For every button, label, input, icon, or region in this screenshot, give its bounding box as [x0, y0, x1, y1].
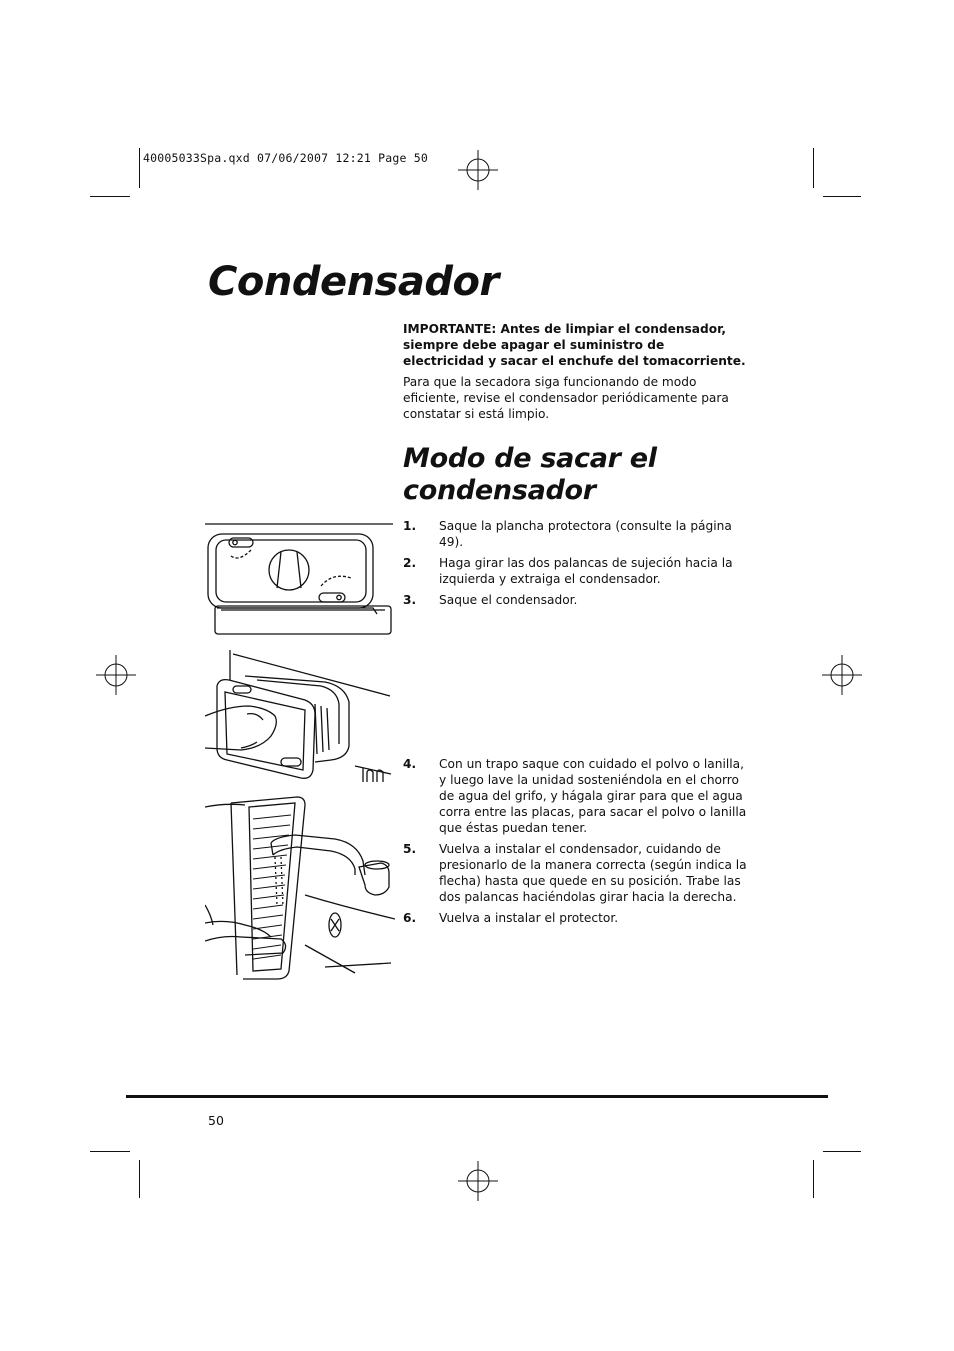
list-item	[403, 592, 748, 608]
step-text: Vuelva a instalar el protector.	[439, 911, 619, 925]
registration-mark-icon	[96, 655, 136, 695]
list-item	[403, 555, 748, 587]
step-text: Vuelva a instalar el condensador, cuidando de presionarlo de la manera correcta (según indica la flecha) hasta que quede en su posición. Trabe las dos palancas haciéndolas girar hacia la derecha.	[439, 842, 747, 904]
step-number: 2.	[403, 556, 417, 570]
page-number: 50	[208, 1113, 224, 1128]
intro-paragraph: Para que la secadora siga funcionando de modo eficiente, revise el condensador periódicamente para constatar si está limpio.	[403, 375, 729, 421]
registration-mark-icon	[458, 150, 498, 190]
step-number: 5.	[403, 842, 417, 856]
important-notice: IMPORTANTE: Antes de limpiar el condensador, siempre debe apagar el suministro de electricidad y sacar el enchufe del tomacorriente.	[403, 322, 746, 368]
step-text: Saque el condensador.	[439, 593, 578, 607]
step-number: 3.	[403, 593, 417, 607]
step-text: Haga girar las dos palancas de sujeción hacia la izquierda y extraiga el condensador.	[439, 556, 733, 586]
list-item	[403, 518, 748, 550]
list-item	[403, 841, 748, 905]
step-text: Saque la plancha protectora (consulte la página 49).	[439, 519, 732, 549]
condenser-rinsing-illustration	[205, 795, 395, 983]
step-number: 6.	[403, 911, 417, 925]
steps-list-1	[403, 518, 748, 613]
condenser-levers-illustration	[205, 520, 395, 640]
step-number: 4.	[403, 757, 417, 771]
page-title: Condensador	[208, 259, 499, 305]
step-text: Con un trapo saque con cuidado el polvo o lanilla, y luego lave la unidad sosteniéndola en el chorro de agua del grifo, y hágala girar para que el agua corra entre las placas, para sacar el polvo o lanilla que éstas puedan tener.	[439, 757, 747, 835]
registration-mark-icon	[822, 655, 862, 695]
print-slug: 40005033Spa.qxd 07/06/2007 12:21 Page 50	[143, 151, 428, 165]
condenser-extraction-illustration	[205, 650, 395, 790]
list-item	[403, 756, 748, 836]
list-item	[403, 910, 748, 926]
intro-section	[403, 321, 748, 427]
footer-rule	[126, 1095, 828, 1098]
section-heading: Modo de sacar el condensador	[403, 443, 657, 506]
registration-mark-icon	[458, 1161, 498, 1201]
step-number: 1.	[403, 519, 417, 533]
steps-list-2	[403, 756, 748, 931]
